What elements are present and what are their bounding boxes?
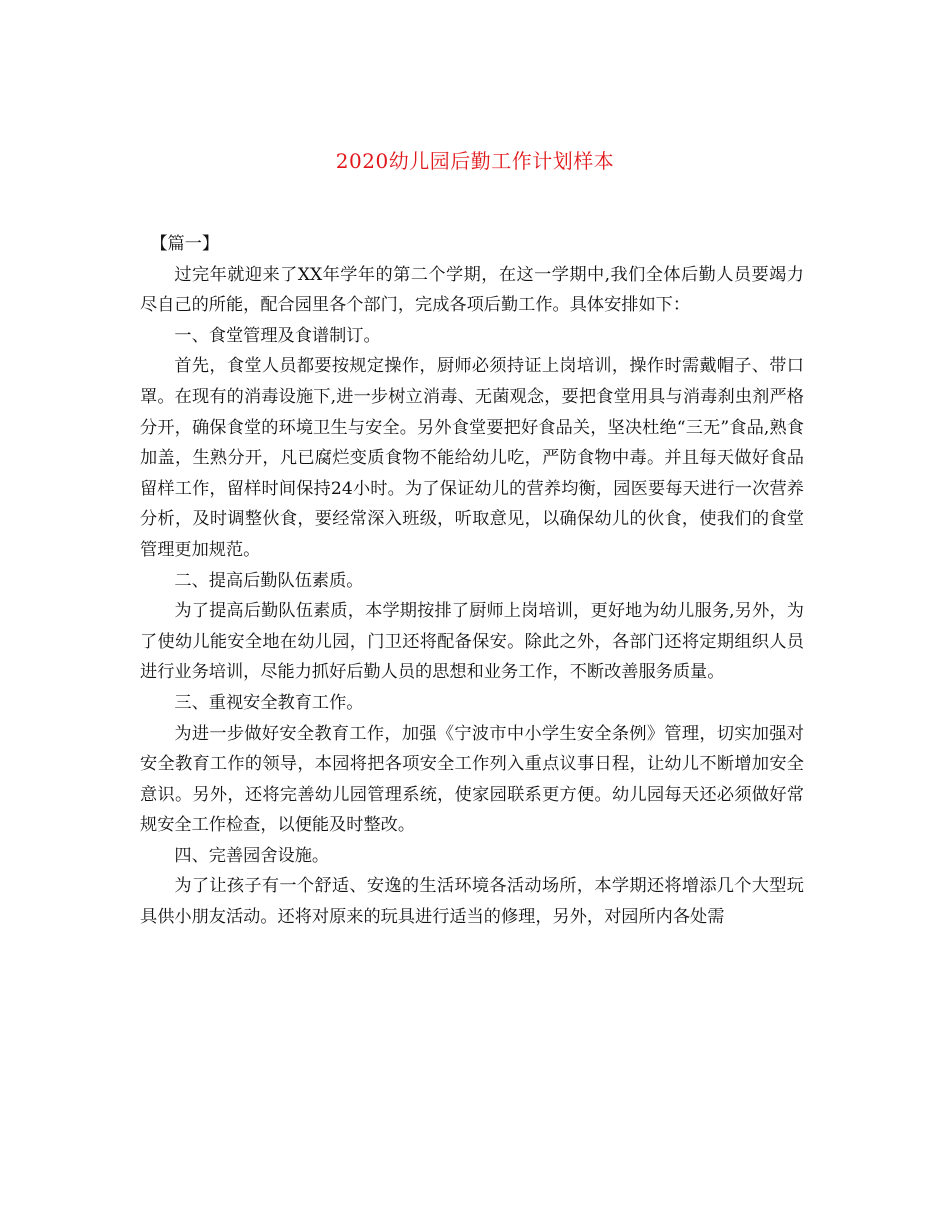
intro-paragraph: 过完年就迎来了XX年学年的第二个学期，在这一学期中,我们全体后勤人员要竭力尽自己的所能，配合园里各个部门，完成各项后勤工作。具体安排如下： bbox=[140, 264, 804, 316]
section-paragraph-2: 为了提高后勤队伍素质，本学期按排了厨师上岗培训，更好地为幼儿服务,另外，为了使幼儿能安全地在幼儿园，门卫还将配备保安。除此之外，各部门还将定期组织人员进行业务培训，尽能力抓好后勤人员的思想和业务工作，不断改善服务质量。 bbox=[140, 601, 804, 683]
part-label: 【篇一】 bbox=[150, 234, 220, 254]
section-heading-4: 四、完善园舍设施。 bbox=[174, 845, 330, 866]
document-title: 2020幼儿园后勤工作计划样本 bbox=[335, 149, 615, 173]
section-paragraph-1: 首先，食堂人员都要按规定操作，厨师必须持证上岗培训，操作时需戴帽子、带口罩。在现有的消毒设施下,进一步树立消毒、无菌观念，要把食堂用具与消毒刹虫剂严格分开，确保食堂的环境卫生与安全。另外食堂要把好食品关，坚决杜绝“三无”食品,熟食加盖，生熟分开，凡已腐烂变质食物不能给幼儿吃，严防食物中毒。并且每天做好食品留样工作，留样时间保持24小时。为了保证幼儿的营养均衡，园医要每天进行一次营养分析，及时调整伙食，要经常深入班级，听取意见，以确保幼儿的伙食，使我们的食堂管理更加规范。 bbox=[140, 356, 804, 560]
section-heading-3: 三、重视安全教育工作。 bbox=[174, 692, 364, 713]
section-heading-2: 二、提高后勤队伍素质。 bbox=[174, 570, 364, 591]
section-heading-1: 一、食堂管理及食谱制订。 bbox=[174, 325, 381, 346]
document-body bbox=[140, 229, 804, 933]
section-paragraph-3: 为进一步做好安全教育工作，加强《宁波市中小学生安全条例》管理，切实加强对安全教育工作的领导，本园将把各项安全工作列入重点议事日程，让幼儿不断增加安全意识。另外，还将完善幼儿园管理系统，使家园联系更方便。幼儿园每天还必须做好常规安全工作检查，以便能及时整改。 bbox=[140, 723, 804, 836]
section-paragraph-4: 为了让孩子有一个舒适、安逸的生活环境各活动场所，本学期还将增添几个大型玩具供小朋友活动。还将对原来的玩具进行适当的修理，另外，对园所内各处需 bbox=[140, 876, 804, 928]
